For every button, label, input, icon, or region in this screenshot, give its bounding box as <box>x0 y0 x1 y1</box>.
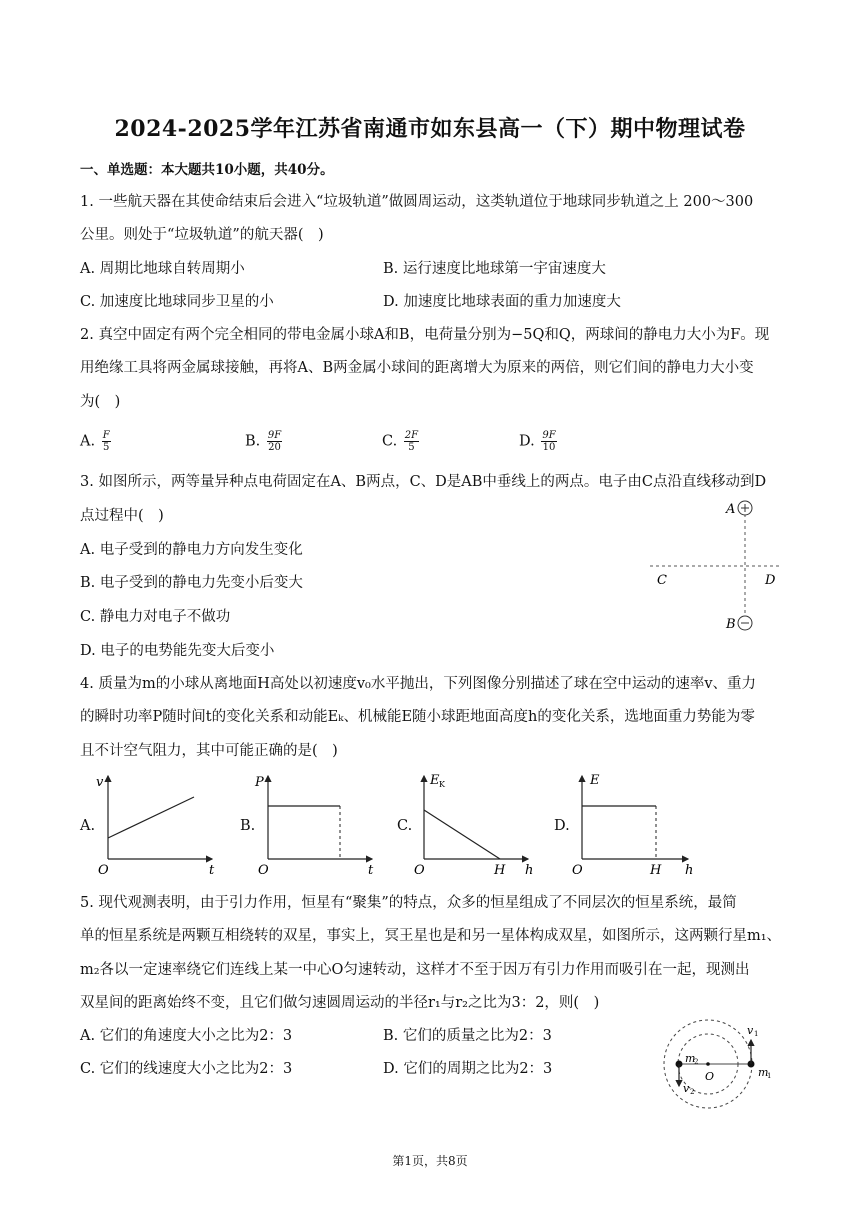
m2-sub: 2 <box>694 1058 699 1066</box>
x-label: t <box>368 863 374 878</box>
origin-label: O <box>572 863 583 878</box>
fraction: $\frac{2F}{5}$ <box>404 430 419 453</box>
page-footer: 第1页，共8页 <box>392 1154 468 1168</box>
label-c: C <box>657 573 667 588</box>
q1-stem-line1: 1. 一些航天器在其使命结束后会进入“垃圾轨道”做圆周运动，这类轨道位于地球同步轨道之上 200～300 <box>80 194 754 210</box>
q4-option-b: B. <box>240 818 256 834</box>
option-label: B. <box>245 433 261 450</box>
q5-stem-line3: m₂各以一定速率绕它们连线上某一中心O匀速转动，这样才不至于因万有引力作用而吸引在一起，现测出 <box>80 962 750 978</box>
q5-stem-line2: 单的恒星系统是两颗互相绕转的双星，事实上，冥王星也是和另一星体构成双星，如图所示，这两颗行星m₁、 <box>80 928 782 944</box>
graph-a <box>94 770 224 880</box>
o-label: O <box>705 1070 715 1083</box>
y-label-sub: K <box>439 780 445 789</box>
origin-label: O <box>414 863 425 878</box>
q3-stem-line2: 点过程中( ) <box>80 508 164 524</box>
v2-label: v <box>683 1082 690 1095</box>
label-a: A <box>726 502 736 517</box>
graph-c <box>410 770 540 880</box>
q5-stem-line4: 双星间的距离始终不变，且它们做匀速圆周运动的半径r₁与r₂之比为3：2，则( ) <box>80 995 600 1011</box>
curve <box>108 797 194 838</box>
option-label: A. <box>80 433 96 450</box>
q3-option-c: C. 静电力对电子不做功 <box>80 609 231 625</box>
q1-stem-line2: 公里。则处于“垃圾轨道”的航天器( ) <box>80 227 324 243</box>
q1-option-c: C. 加速度比地球同步卫星的小 <box>80 294 274 310</box>
q5-option-b: B. 它们的质量之比为2：3 <box>383 1028 552 1044</box>
y-label: v <box>96 775 104 790</box>
fraction: $\frac{9F}{20}$ <box>267 430 282 453</box>
q2-option-b <box>245 430 282 453</box>
option-label: C. <box>382 433 398 450</box>
x-label: h <box>685 863 694 878</box>
q1-option-b: B. 运行速度比地球第一宇宙速度大 <box>383 261 606 277</box>
q4-option-d: D. <box>554 818 570 834</box>
section-heading: 一、单选题：本大题共10小题，共40分。 <box>80 162 334 178</box>
origin-label: O <box>258 863 269 878</box>
graph-d <box>568 770 698 880</box>
m1-label: m <box>758 1066 769 1079</box>
v1-sub: 1 <box>754 1030 759 1038</box>
q3-option-d: D. 电子的电势能先变大后变小 <box>80 643 275 659</box>
q2-stem-line1: 2. 真空中固定有两个完全相同的带电金属小球A和B，电荷量分别为−5Q和Q，两球间的静电力大小为F。现 <box>80 327 770 343</box>
y-label: E <box>590 773 600 788</box>
h-mark-label: H <box>650 863 662 878</box>
q2-stem-line3: 为( ) <box>80 394 121 410</box>
q2-stem-line2: 用绝缘工具将两金属球接触，再将A、B两金属小球间的距离增大为原来的两倍，则它们间的静电力大小变 <box>80 360 754 376</box>
option-label: D. <box>519 433 535 450</box>
q3-option-a: A. 电子受到的静电力方向发生变化 <box>80 542 303 558</box>
page-title: 2024-2025学年江苏省南通市如东县高一（下）期中物理试卷 <box>114 116 746 142</box>
graph-b <box>252 770 382 880</box>
q5-figure <box>652 1018 787 1110</box>
origin-label: O <box>98 863 109 878</box>
m2-label: m <box>685 1052 696 1065</box>
q5-option-a: A. 它们的角速度大小之比为2：3 <box>80 1028 293 1044</box>
x-label: h <box>525 863 534 878</box>
curve <box>424 810 500 859</box>
q3-stem-line1: 3. 如图所示，两等量异种点电荷固定在A、B两点，C、D是AB中垂线上的两点。电子由C点沿直线移动到D <box>80 474 767 490</box>
q4-stem-line1: 4. 质量为m的小球从离地面H高处以初速度v₀水平抛出，下列图像分别描述了球在空中运动的速率v、重力 <box>80 676 757 692</box>
m1-sub: 1 <box>767 1072 772 1080</box>
fraction: $\frac{F}{5}$ <box>102 430 110 453</box>
q3-option-b: B. 电子受到的静电力先变小后变大 <box>80 575 303 591</box>
q2-option-c <box>382 430 419 453</box>
y-label: E <box>430 773 440 788</box>
q3-figure <box>640 496 790 656</box>
y-label: P <box>255 775 264 790</box>
v2-sub: 2 <box>690 1088 695 1096</box>
label-d: D <box>765 573 776 588</box>
q5-option-c: C. 它们的线速度大小之比为2：3 <box>80 1061 293 1077</box>
q1-option-a: A. 周期比地球自转周期小 <box>80 261 245 277</box>
q4-option-c: C. <box>397 818 413 834</box>
q1-option-d: D. 加速度比地球表面的重力加速度大 <box>383 294 621 310</box>
q2-option-a <box>80 430 111 453</box>
center-o <box>706 1062 710 1066</box>
fraction: $\frac{9F}{10}$ <box>542 430 556 453</box>
h-mark-label: H <box>494 863 506 878</box>
q4-option-a: A. <box>80 818 96 834</box>
x-label: t <box>209 863 215 878</box>
label-b: B <box>726 617 736 632</box>
q2-option-d <box>519 430 557 453</box>
q5-option-d: D. 它们的周期之比为2：3 <box>383 1061 553 1077</box>
q4-stem-line2: 的瞬时功率P随时间t的变化关系和动能Eₖ、机械能E随小球距地面高度h的变化关系，选地面重力势能为零 <box>80 709 755 725</box>
v1-label: v <box>747 1024 754 1037</box>
q4-stem-line3: 且不计空气阻力，其中可能正确的是( ) <box>80 743 338 759</box>
q5-stem-line1: 5. 现代观测表明，由于引力作用，恒星有“聚集”的特点，众多的恒星组成了不同层次的恒星系统，最简 <box>80 895 737 911</box>
